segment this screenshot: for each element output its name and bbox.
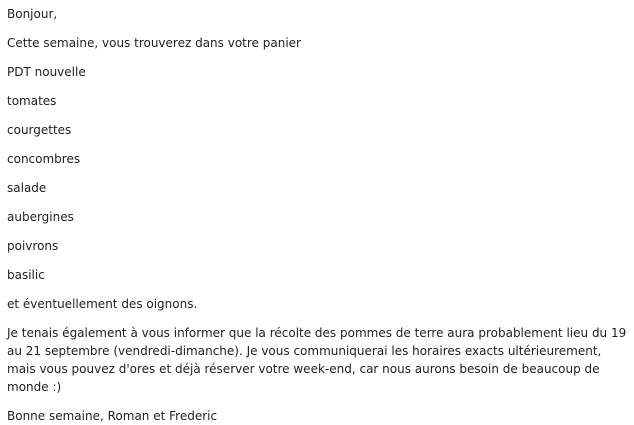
signoff-text: Bonne semaine, Roman et Frederic [7, 409, 218, 423]
basket-item: tomates [7, 94, 57, 108]
greeting-text: Bonjour, [7, 7, 58, 21]
basket-item: salade [7, 181, 47, 195]
basket-item: PDT nouvelle [7, 65, 86, 79]
extra-item-text: et éventuellement des oignons. [7, 297, 198, 311]
basket-item: aubergines [7, 210, 74, 224]
basket-item: courgettes [7, 123, 72, 137]
basket-item: basilic [7, 268, 45, 282]
intro-text: Cette semaine, vous trouverez dans votre panier [7, 36, 301, 50]
basket-item: concombres [7, 152, 81, 166]
basket-item: poivrons [7, 239, 59, 253]
harvest-notice-paragraph: Je tenais également à vous informer que la récolte des pommes de terre aura probablement lieu du 19 au 21 septembre (vendredi-dimanche). Je vous communiquerai les horaires exacts ultérieurement, mais vous pouvez d'ores et déjà réserver votre week-end, car nous aurons besoin de beaucoup de monde :) [7, 326, 627, 394]
